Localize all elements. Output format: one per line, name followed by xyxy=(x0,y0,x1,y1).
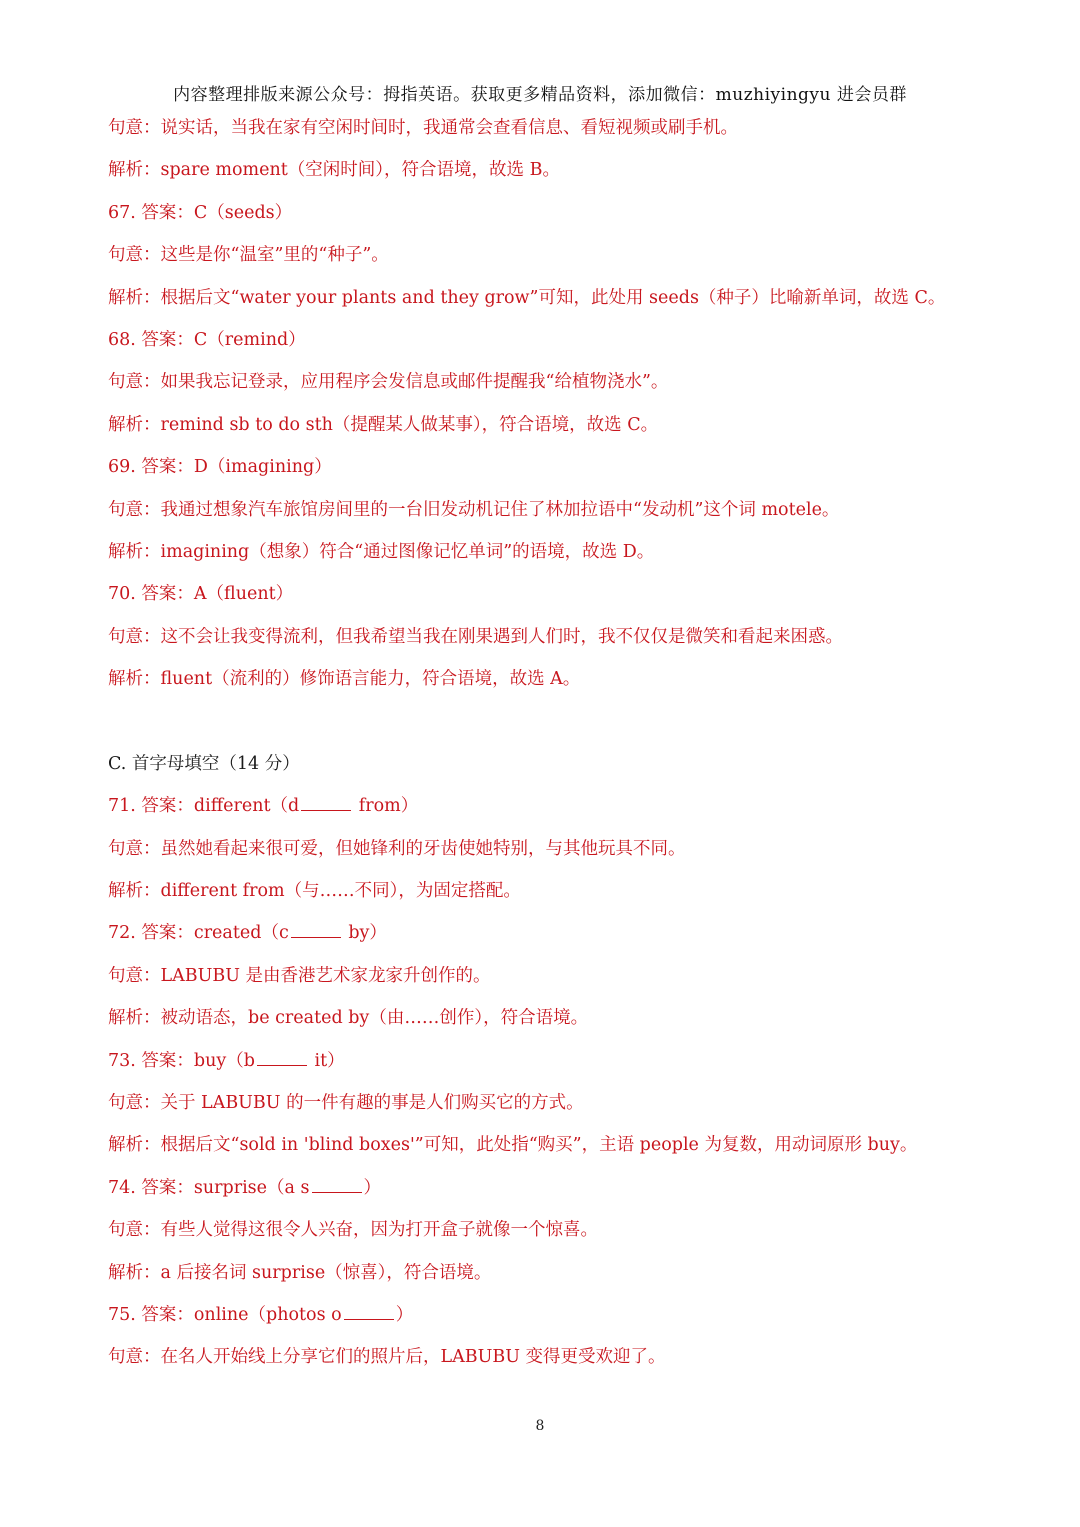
page-header: 内容整理排版来源公众号：拇指英语。获取更多精品资料，添加微信：muzhiyingyu 进会员群 xyxy=(173,85,907,105)
q74-analysis: 解析：a 后接名词 surprise（惊喜），符合语境。 xyxy=(108,1262,492,1283)
fill-blank xyxy=(312,1176,362,1193)
q69-translation: 句意：我通过想象汽车旅馆房间里的一台旧发动机记住了林加拉语中“发动机”这个词 motele。 xyxy=(108,499,840,520)
q74-answer-end: ） xyxy=(363,1177,381,1198)
q73-answer-end: it） xyxy=(308,1050,345,1071)
q72-translation: 句意：LABUBU 是由香港艺术家龙家升创作的。 xyxy=(108,965,491,986)
q72-answer-start: 72. 答案：created（c xyxy=(108,923,289,944)
q75-answer-start: 75. 答案：online（photos o xyxy=(108,1304,342,1325)
q71-analysis: 解析：different from（与……不同），为固定搭配。 xyxy=(108,881,521,902)
fill-blank xyxy=(344,1303,394,1320)
q67-translation: 句意：这些是你“温室”里的“种子”。 xyxy=(108,245,389,266)
section-spacer xyxy=(108,709,968,751)
q67-analysis: 解析：根据后文“water your plants and they grow”可知，此处用 seeds（种子）比喻新单词，故选 C。 xyxy=(108,287,946,308)
q69-analysis: 解析：imagining（想象）符合“通过图像记忆单词”的语境，故选 D。 xyxy=(108,541,655,562)
q72-answer-end: by） xyxy=(342,923,387,944)
q68-analysis: 解析：remind sb to do sth（提醒某人做某事），符合语境，故选 C。 xyxy=(108,414,659,435)
page-number: 8 xyxy=(535,1418,545,1434)
q71-answer-start: 71. 答案：different（d xyxy=(108,796,300,817)
q75-answer xyxy=(108,1303,968,1345)
q74-answer xyxy=(108,1176,968,1218)
fill-blank xyxy=(291,921,341,938)
q73-analysis: 解析：根据后文“sold in 'blind boxes'”可知，此处指“购买”，主语 people 为复数，用动词原形 buy。 xyxy=(108,1135,918,1156)
q73-answer xyxy=(108,1049,968,1091)
q74-answer-start: 74. 答案：surprise（a s xyxy=(108,1177,310,1198)
q73-translation: 句意：关于 LABUBU 的一件有趣的事是人们购买它的方式。 xyxy=(108,1092,584,1113)
q68-translation: 句意：如果我忘记登录，应用程序会发信息或邮件提醒我“给植物浇水”。 xyxy=(108,372,669,393)
q73-answer-start: 73. 答案：buy（b xyxy=(108,1050,255,1071)
q75-answer-end: ） xyxy=(395,1304,414,1325)
q66-translation: 句意：说实话，当我在家有空闲时间时，我通常会查看信息、看短视频或刷手机。 xyxy=(108,118,738,138)
q66-analysis: 解析：spare moment（空闲时间），符合语境，故选 B。 xyxy=(108,160,560,181)
answer-content xyxy=(108,116,968,1388)
fill-blank xyxy=(257,1049,307,1066)
q69-answer: 69. 答案：D（imagining） xyxy=(108,457,332,478)
q72-answer xyxy=(108,921,968,963)
q75-translation: 句意：在名人开始线上分享它们的照片后，LABUBU 变得更受欢迎了。 xyxy=(108,1347,666,1368)
q71-answer-end: from） xyxy=(353,796,419,817)
q71-translation: 句意：虽然她看起来很可爱，但她锋利的牙齿使她特别，与其他玩具不同。 xyxy=(108,838,686,859)
q70-answer: 70. 答案：A（fluent） xyxy=(108,584,294,605)
q70-translation: 句意：这不会让我变得流利，但我希望当我在刚果遇到人们时，我不仅仅是微笑和看起来困惑。 xyxy=(108,626,843,647)
q71-answer xyxy=(108,794,968,836)
q70-analysis: 解析：fluent（流利的）修饰语言能力，符合语境，故选 A。 xyxy=(108,669,581,690)
q74-translation: 句意：有些人觉得这很令人兴奋，因为打开盒子就像一个惊喜。 xyxy=(108,1220,598,1241)
section-heading: C. 首字母填空（14 分） xyxy=(108,753,300,774)
q67-answer: 67. 答案：C（seeds） xyxy=(108,202,293,223)
fill-blank xyxy=(301,794,351,811)
q68-answer: 68. 答案：C（remind） xyxy=(108,329,306,350)
q72-analysis: 解析：被动语态，be created by（由……创作），符合语境。 xyxy=(108,1008,589,1029)
